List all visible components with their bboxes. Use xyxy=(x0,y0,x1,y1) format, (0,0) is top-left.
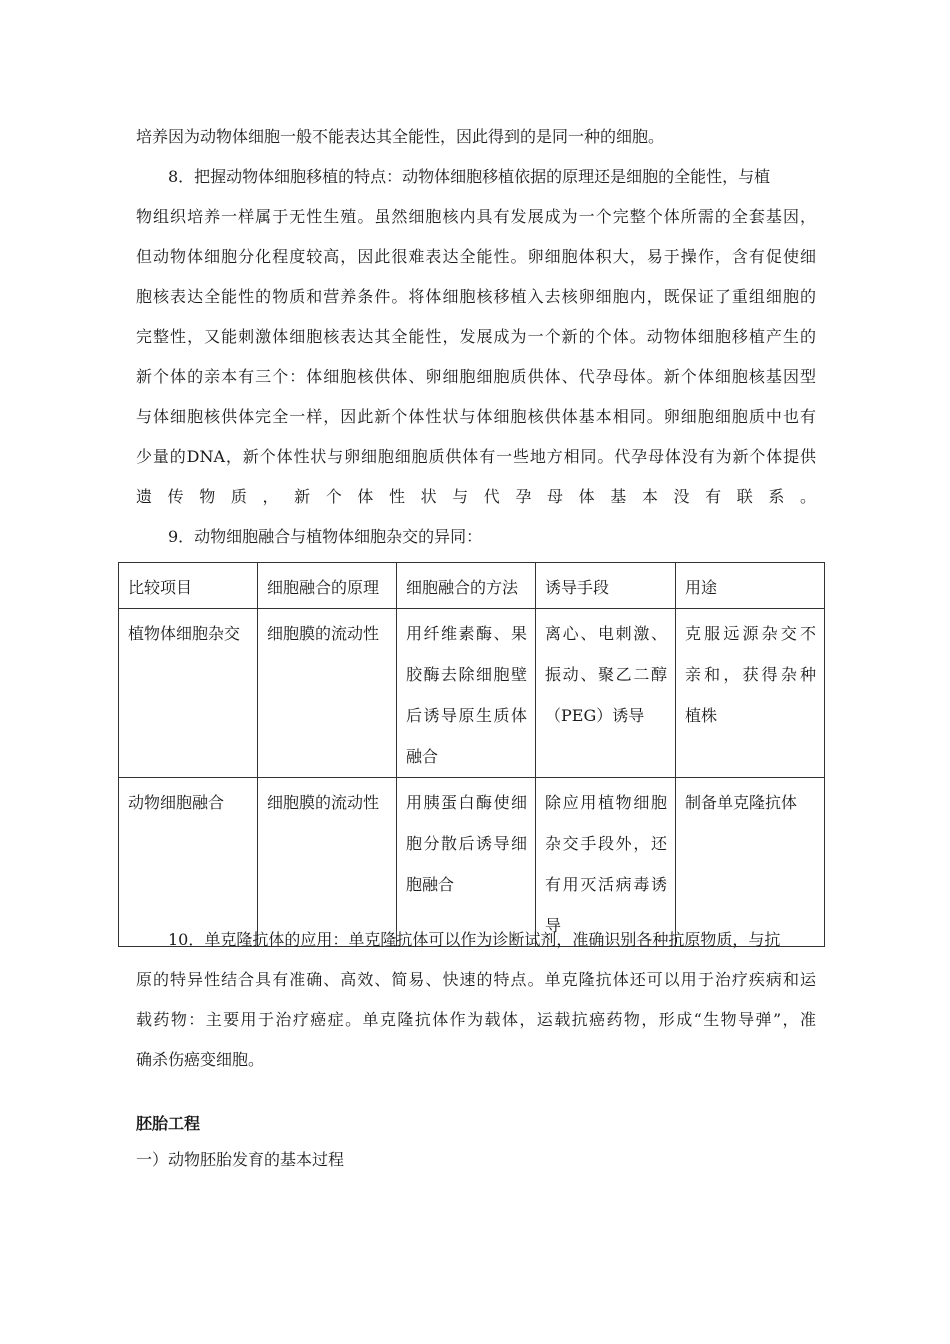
cell-text: 细胞膜的流动性 xyxy=(267,793,380,812)
table-cell xyxy=(258,778,397,947)
section-heading: 胚胎工程 xyxy=(136,1114,201,1133)
table-header-row xyxy=(119,563,825,609)
cell-text: 细胞膜的流动性 xyxy=(267,624,380,643)
cell-text: 用胰蛋白酶使细 xyxy=(406,793,527,812)
cell-text: 亲和，获得杂种 xyxy=(685,665,816,684)
subsection-heading: 一）动物胚胎发育的基本过程 xyxy=(136,1150,345,1169)
cell-text: 后诱导原生质体 xyxy=(406,706,527,725)
cell-text: 用纤维素酶、果 xyxy=(406,624,527,643)
item10-line-2: 原的特异性结合具有准确、高效、简易、快速的特点。单克隆抗体还可以用于治疗疾病和运 xyxy=(136,970,816,989)
cell-text: 胞融合 xyxy=(406,875,455,894)
item10-line-1: 10．单克隆抗体的应用：单克隆抗体可以作为诊断试剂，准确识别各种抗原物质，与抗 xyxy=(168,930,781,949)
table-cell xyxy=(119,609,258,778)
header-label: 诱导手段 xyxy=(545,578,610,597)
table-cell xyxy=(397,778,536,947)
table-header-cell xyxy=(536,563,676,609)
item8-line-3: 但动物体细胞分化程度较高，因此很难表达全能性。卵细胞体积大，易于操作，含有促使细 xyxy=(136,247,816,266)
item8-line-6: 新个体的亲本有三个：体细胞核供体、卵细胞细胞质供体、代孕母体。新个体细胞核基因型 xyxy=(136,367,816,386)
header-label: 用途 xyxy=(685,578,718,597)
cell-text: 胶酶去除细胞壁 xyxy=(406,665,527,684)
cell-text: 制备单克隆抗体 xyxy=(685,793,798,812)
header-label: 细胞融合的方法 xyxy=(406,578,519,597)
cell-text: 离心、电刺激、 xyxy=(545,624,667,643)
table-cell xyxy=(397,609,536,778)
item8-line-1: 8．把握动物体细胞移植的特点：动物体细胞移植依据的原理还是细胞的全能性，与植 xyxy=(168,167,771,186)
table-row xyxy=(119,609,825,778)
table-cell xyxy=(676,778,825,947)
item8-line-4: 胞核表达全能性的物质和营养条件。将体细胞核移植入去核卵细胞内，既保证了重组细胞的 xyxy=(136,287,816,306)
table-cell xyxy=(536,778,676,947)
cell-text: 植株 xyxy=(685,706,718,725)
table-header-cell xyxy=(397,563,536,609)
item10-line-3: 载药物：主要用于治疗癌症。单克隆抗体作为载体，运载抗癌药物，形成“生物导弹”，准 xyxy=(136,1010,816,1029)
table-cell xyxy=(676,609,825,778)
item8-line-7: 与体细胞核供体完全一样，因此新个体性状与体细胞核供体基本相同。卵细胞细胞质中也有 xyxy=(136,407,816,426)
cell-text: 克服远源杂交不 xyxy=(685,624,816,643)
table-cell xyxy=(119,778,258,947)
cell-text: 融合 xyxy=(406,747,439,766)
comparison-table xyxy=(118,562,825,947)
header-label: 细胞融合的原理 xyxy=(267,578,380,597)
table-cell xyxy=(536,609,676,778)
cell-text: 振动、聚乙二醇 xyxy=(545,665,667,684)
cell-text: 杂交手段外，还 xyxy=(545,834,667,853)
table-row xyxy=(119,778,825,947)
cell-text: （PEG）诱导 xyxy=(545,706,645,725)
cell-text: 导 xyxy=(545,916,562,935)
cell-text: 植物体细胞杂交 xyxy=(128,624,241,643)
item8-line-2: 物组织培养一样属于无性生殖。虽然细胞核内具有发展成为一个完整个体所需的全套基因， xyxy=(136,207,816,226)
header-label: 比较项目 xyxy=(128,578,193,597)
table-header-cell xyxy=(676,563,825,609)
table-cell xyxy=(258,609,397,778)
item8-line-8: 少量的DNA，新个体性状与卵细胞细胞质供体有一些地方相同。代孕母体没有为新个体提供 xyxy=(136,447,816,466)
item10-line-4: 确杀伤癌变细胞。 xyxy=(136,1050,265,1069)
cell-text: 有用灭活病毒诱 xyxy=(545,875,667,894)
table-header-cell xyxy=(258,563,397,609)
item9-title: 9．动物细胞融合与植物体细胞杂交的异同： xyxy=(168,527,483,546)
item8-line-5: 完整性，又能刺激体细胞核表达其全能性，发展成为一个新的个体。动物体细胞移植产生的 xyxy=(136,327,816,346)
cell-text: 动物细胞融合 xyxy=(128,793,225,812)
table-header-cell xyxy=(119,563,258,609)
cell-text: 胞分散后诱导细 xyxy=(406,834,527,853)
paragraph-line: 培养因为动物体细胞一般不能表达其全能性，因此得到的是同一种的细胞。 xyxy=(136,127,665,146)
cell-text: 除应用植物细胞 xyxy=(545,793,667,812)
item8-line-9: 遗传物质，新个体性状与代孕母体基本没有联系。 xyxy=(136,487,816,506)
